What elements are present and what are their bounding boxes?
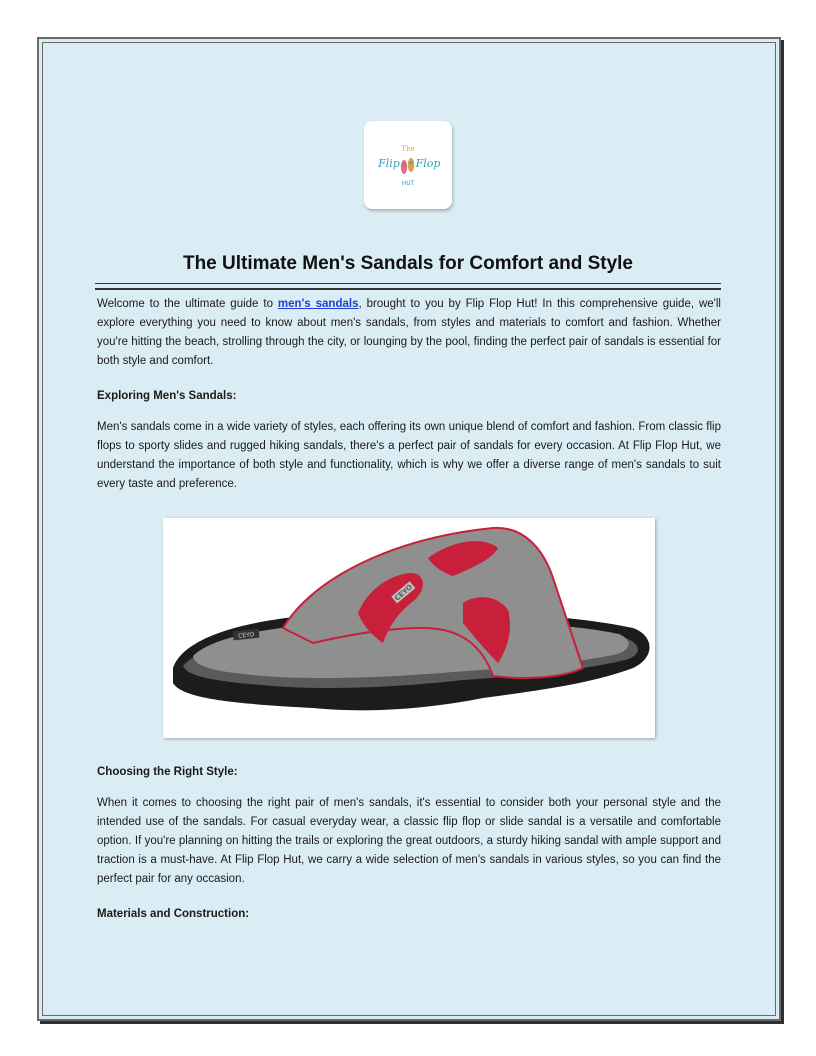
- section-heading-choosing: Choosing the Right Style:: [97, 766, 238, 778]
- intro-text-end: , brought to you by Flip Flop Hut! In this comprehensive guide, we'll explore everything you need to know about men's sandals, from styles and materials to comfort and fashion. Whether you're hitting the beach, strolling through the city, or lounging by the pool, finding the perfect pair of sandals is essential for both style and comfort.: [97, 298, 721, 367]
- page-title: The Ultimate Men's Sandals for Comfort and Style: [182, 253, 634, 274]
- section-heading-materials: Materials and Construction:: [97, 908, 250, 920]
- flip-flop-hut-logo: [364, 121, 452, 209]
- sandal-illustration: [163, 518, 655, 738]
- strap-brand-label: CEYO: [393, 583, 415, 603]
- logo-text-the: The: [401, 145, 415, 153]
- section-heading-exploring: Exploring Men's Sandals:: [97, 390, 237, 402]
- intro-paragraph: [97, 295, 721, 371]
- logo-text-hut: HUT: [401, 180, 415, 187]
- title-divider: [95, 283, 721, 290]
- insole-brand-label: CEYO: [237, 631, 255, 640]
- sandal-photo: [163, 518, 655, 738]
- logo-text-flop: Flop: [415, 157, 441, 170]
- choosing-paragraph: When it comes to choosing the right pair of men's sandals, it's essential to consider both your personal style and the intended use of the sandals. For casual everyday wear, a classic flip flop or slide sandal is a versatile and comfortable option. If you're planning on hitting the trails or exploring the great outdoors, a sturdy hiking sandal with ample support and traction is a must-have. At Flip Flop Hut, we carry a wide selection of men's sandals in various styles, so you can find the perfect pair for any occasion.: [97, 797, 721, 885]
- mens-sandals-link[interactable]: men's sandals: [277, 298, 359, 310]
- document-page: [37, 37, 781, 1021]
- logo-text-flip: Flip: [378, 157, 400, 170]
- flip-flop-icon: [401, 158, 414, 174]
- logo-graphic: [364, 121, 452, 209]
- intro-text-start: Welcome to the ultimate guide to: [97, 298, 278, 310]
- exploring-paragraph: Men's sandals come in a wide variety of styles, each offering its own unique blend of comfort and fashion. From classic flip flops to sporty slides and rugged hiking sandals, there's a perfect pair of sandals for every occasion. At Flip Flop Hut, we understand the importance of both style and functionality, which is why we offer a diverse range of men's sandals to suit every taste and preference.: [97, 421, 721, 490]
